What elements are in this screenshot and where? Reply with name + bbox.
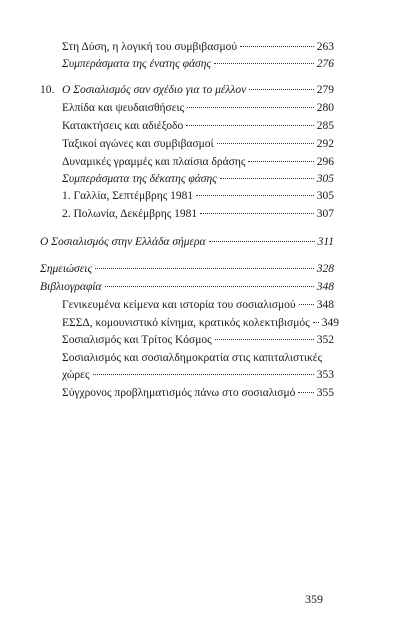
toc-title: Σημειώσεις	[40, 263, 93, 275]
dot-leader	[217, 143, 314, 144]
dot-leader	[220, 178, 314, 179]
dot-leader	[196, 195, 314, 196]
toc-title: Συμπεράσματα της ένατης φάσης	[62, 58, 212, 70]
toc-entry	[62, 386, 334, 400]
toc-page-number: 307	[316, 208, 334, 220]
toc-entry	[62, 101, 334, 115]
toc-title: Βιβλιογραφία	[40, 281, 102, 293]
toc-page-number: 355	[316, 387, 334, 399]
toc-title: Ο Σοσιαλισμός στην Ελλάδα σήμερα	[40, 236, 206, 248]
toc-page-number: 348	[316, 299, 334, 311]
dot-leader	[215, 339, 314, 340]
toc-entry	[62, 333, 334, 347]
toc-entry	[62, 298, 334, 312]
toc-page-number: 353	[316, 369, 334, 381]
toc-title: 2. Πολωνία, Δεκέμβρης 1981	[62, 208, 198, 220]
toc-entry	[62, 119, 334, 133]
toc-title: Σοσιαλισμός και Τρίτος Κόσμος	[62, 334, 212, 346]
toc-entry	[62, 172, 334, 186]
dot-leader	[200, 213, 314, 214]
toc-page-number: 285	[316, 120, 334, 132]
toc-section-entry	[40, 262, 334, 276]
toc-page-number: 305	[316, 173, 334, 185]
chapter-number: 10.	[40, 84, 55, 96]
toc-entry	[62, 189, 334, 203]
toc-entry	[62, 316, 339, 330]
toc-page-number: 263	[316, 41, 334, 53]
dot-leader	[298, 392, 313, 393]
toc-chapter-entry	[40, 83, 334, 97]
toc-title: Κατακτήσεις και αδιέξοδο	[62, 120, 184, 132]
toc-entry	[62, 137, 334, 151]
toc-title-continuation: χώρες	[62, 369, 90, 381]
toc-entry	[62, 207, 334, 221]
toc-entry	[62, 40, 334, 54]
toc-title: Ο Σοσιαλισμός σαν σχέδιο για το μέλλον	[62, 84, 247, 96]
toc-entry	[62, 368, 334, 382]
toc-title: Ταξικοί αγώνες και συμβιβασμοί	[62, 138, 214, 150]
dot-leader	[240, 46, 314, 47]
toc-page-number: 328	[316, 263, 334, 275]
toc-title-first-line: Σοσιαλισμός και σοσιαλδημοκρατία στις καπιταλιστικές	[62, 352, 323, 364]
toc-page-number: 311	[317, 236, 334, 248]
dot-leader	[187, 107, 314, 108]
toc-page-number: 296	[316, 156, 334, 168]
toc-page-number: 292	[316, 138, 334, 150]
toc-page-number: 276	[316, 58, 334, 70]
toc-page-number: 352	[316, 334, 334, 346]
toc-page-number: 280	[316, 102, 334, 114]
dot-leader	[93, 374, 314, 375]
toc-title: Στη Δύση, η λογική του συμβιβασμού	[62, 41, 238, 53]
toc-title: Σύγχρονος προβληματισμός πάνω στο σοσιαλισμό	[62, 387, 296, 399]
dot-leader	[313, 322, 319, 323]
dot-leader	[105, 286, 314, 287]
toc-entry	[62, 57, 334, 71]
dot-leader	[209, 241, 315, 242]
toc-entry	[62, 155, 334, 169]
toc-section-entry	[40, 280, 334, 294]
toc-section-entry	[40, 235, 334, 249]
toc-page-number: 348	[316, 281, 334, 293]
toc-title: Δυναμικές γραμμές και πλαίσια δράσης	[62, 156, 246, 168]
toc-title: Συμπεράσματα της δέκατης φάσης	[62, 173, 217, 185]
dot-leader	[249, 89, 314, 90]
toc-page-number: 349	[321, 317, 339, 329]
page-number: 359	[305, 592, 323, 606]
toc-page-number: 279	[316, 84, 334, 96]
dot-leader	[214, 63, 314, 64]
toc-title: ΕΣΣΔ, κομουνιστικό κίνημα, κρατικός κολεκτιβισμός	[62, 317, 310, 329]
toc-title: 1. Γαλλία, Σεπτέμβρης 1981	[62, 190, 194, 202]
toc-title: Ελπίδα και ψευδαισθήσεις	[62, 102, 185, 114]
dot-leader	[186, 125, 314, 126]
dot-leader	[95, 268, 314, 269]
dot-leader	[299, 304, 314, 305]
dot-leader	[248, 161, 313, 162]
toc-page-number: 305	[316, 190, 334, 202]
toc-title: Γενικευμένα κείμενα και ιστορία του σοσιαλισμού	[62, 299, 296, 311]
